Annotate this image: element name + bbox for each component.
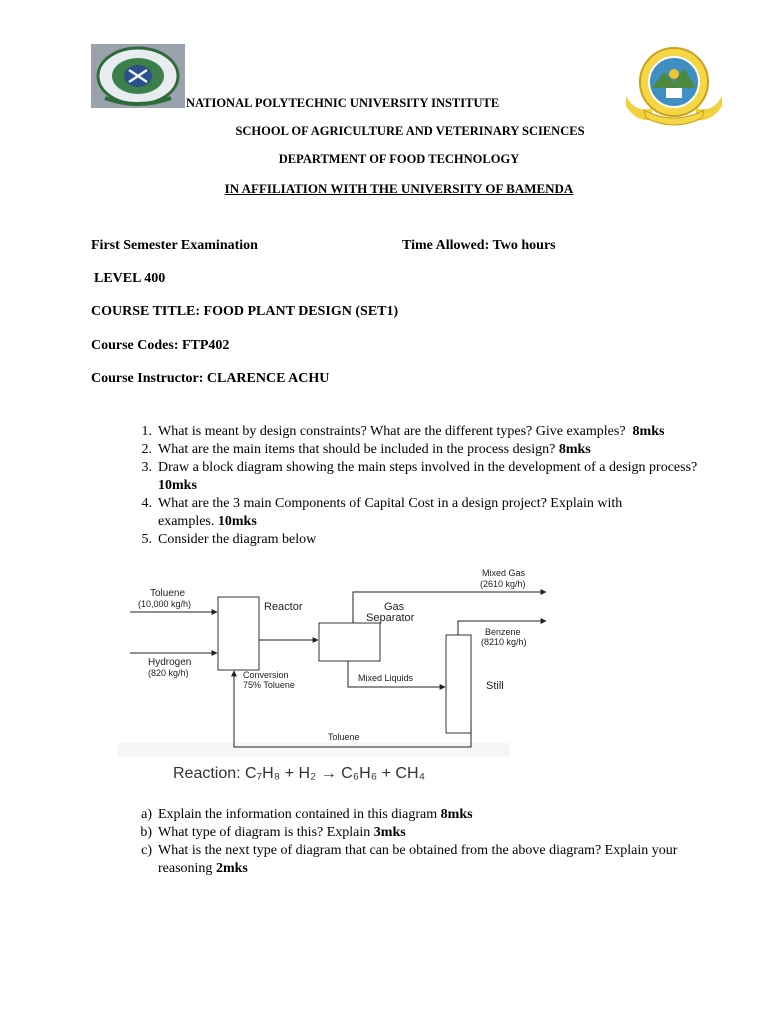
label-mixed-gas: Mixed Gas <box>482 568 526 578</box>
question-list: 1. What is meant by design constraints? What are the different types? Give examples? 8mks 2. What are the main items that should be included in the process design? 8mks 3. Draw a block diagram showing the main steps involved in the development of a design process? 10mks 4. What are the 3 main Components of Capital Cost in a design project? Explain with examples. 10mks 5. Consider the diagram below <box>141 424 698 547</box>
institution-name: NATIONAL POLYTECHNIC UNIVERSITY INSTITUTE <box>186 96 500 110</box>
label-conversion-value: 75% Toluene <box>243 680 295 690</box>
university-of-bamenda-seal <box>622 44 726 128</box>
label-conversion: Conversion <box>243 670 289 680</box>
label-still: Still <box>486 680 504 692</box>
time-allowed: Time Allowed: Two hours <box>402 238 556 253</box>
label-benzene-rate: (8210 kg/h) <box>481 637 527 647</box>
gas-separator-block <box>319 623 380 661</box>
label-toluene-recycle: Toluene <box>328 732 360 742</box>
department-name: DEPARTMENT OF FOOD TECHNOLOGY <box>278 152 520 166</box>
label-toluene-feed: Toluene <box>150 588 186 599</box>
course-title: COURSE TITLE: FOOD PLANT DESIGN (SET1) <box>91 304 399 319</box>
still-block <box>446 635 471 733</box>
subquestion-list: a) Explain the information contained in this diagram 8mks b) What type of diagram is this? Explain 3mks c) What is the next type of diagram that can be obtained from the above diagram? Explain your reasoning 2mks <box>140 807 678 876</box>
process-flow-diagram <box>118 560 558 790</box>
label-benzene: Benzene <box>485 627 521 637</box>
label-hydrogen-feed: Hydrogen <box>148 657 192 668</box>
course-code: Course Codes: FTP402 <box>91 338 230 353</box>
label-hydrogen-rate: (820 kg/h) <box>148 668 189 678</box>
polytechnic-logo <box>91 44 185 108</box>
semester-label: First Semester Examination <box>91 238 258 253</box>
school-name: SCHOOL OF AGRICULTURE AND VETERINARY SCIENCES <box>235 124 585 138</box>
affiliation: IN AFFILIATION WITH THE UNIVERSITY OF BAMENDA <box>224 181 574 196</box>
label-mixed-liquids: Mixed Liquids <box>358 673 414 683</box>
label-separator: Separator <box>366 612 415 624</box>
reaction-equation: Reaction: C₇H₈ + H₂ → C₆H₆ + CH₄ <box>173 765 426 782</box>
reactor-block <box>218 597 259 670</box>
label-gas: Gas <box>384 601 405 613</box>
label-reactor: Reactor <box>264 601 303 613</box>
level: LEVEL 400 <box>94 271 166 286</box>
label-mixed-gas-rate: (2610 kg/h) <box>480 579 526 589</box>
label-toluene-rate: (10,000 kg/h) <box>138 599 192 609</box>
course-instructor: Course Instructor: CLARENCE ACHU <box>91 371 330 386</box>
